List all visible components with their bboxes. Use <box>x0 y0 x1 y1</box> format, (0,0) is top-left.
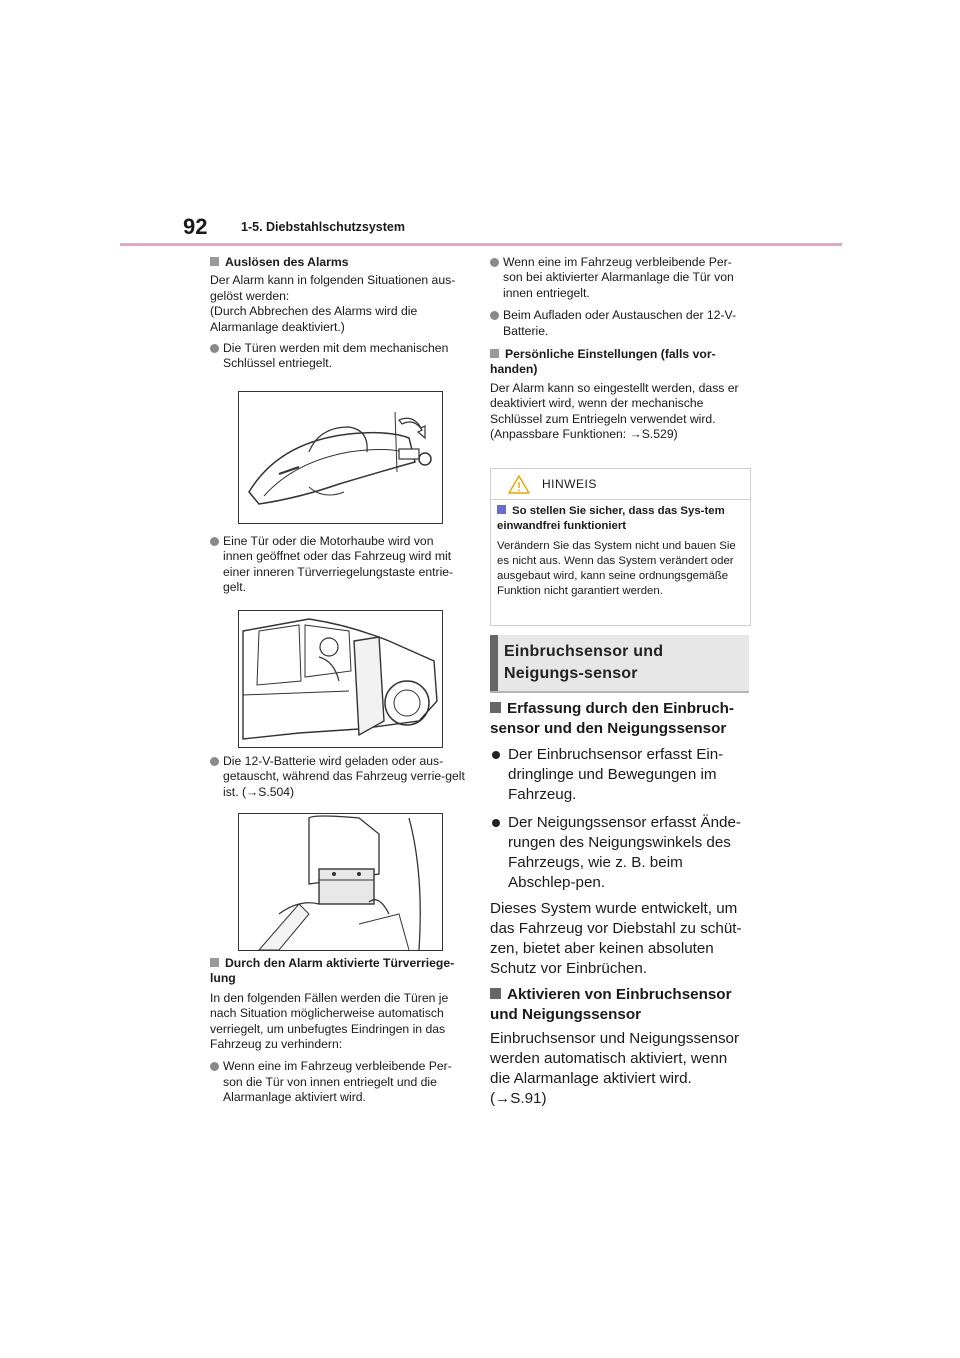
paragraph-system-purpose: Dieses System wurde entwickelt, um das Fahrzeug vor Diebstahl zu schüt-zen, bietet aber keinen absoluten Schutz vor Einbrüchen. <box>490 900 742 977</box>
paragraph-door-lock: In den folgenden Fällen werden die Türen je nach Situation möglicherweise automatisch verriegelt, um unbefugtes Eindringen in das Fahrzeug zu verhindern: <box>210 990 449 1052</box>
bullet-dot-icon <box>210 537 219 546</box>
figure-car-open-door <box>238 610 443 748</box>
right-column-sensor-section <box>490 699 750 1109</box>
note-heading: So stellen Sie sicher, dass das Sys-tem einwandfrei funktioniert <box>497 505 725 532</box>
door-handle-key-illustration <box>239 392 442 523</box>
car-open-door-illustration <box>239 611 442 747</box>
section-banner <box>490 635 749 693</box>
figure-battery <box>238 813 443 951</box>
heading-door-lock: Durch den Alarm aktivierte Türverriege-lung <box>210 956 455 986</box>
heading-detection: Erfassung durch den Einbruch-sensor und den Neigungssensor <box>490 700 734 737</box>
list-item-battery-replace: Beim Aufladen oder Austauschen der 12-V-Batterie. <box>490 308 746 339</box>
bullet-dot-icon <box>492 819 500 827</box>
bullet-dot-icon <box>210 344 219 353</box>
paragraph-alarm-intro: Der Alarm kann in folgenden Situationen aus-gelöst werden: <box>210 273 456 303</box>
left-column-bottom <box>210 754 466 800</box>
bullet-dot-icon <box>210 1062 219 1071</box>
note-header <box>491 469 750 500</box>
left-column-top <box>210 255 466 372</box>
square-bullet-icon <box>497 505 506 514</box>
right-column-top <box>490 255 746 442</box>
list-item-door-opened: Eine Tür oder die Motorhaube wird von innen geöffnet oder das Fahrzeug wird mit einer inneren Türverriegelungstaste entrie-gelt. <box>210 534 466 596</box>
section-banner-bar <box>490 635 498 691</box>
square-bullet-icon <box>490 988 501 999</box>
list-item-intrusion-sensor: Der Einbruchsensor erfasst Ein-dringlinge und Bewegungen im Fahrzeug. <box>490 745 750 805</box>
bullet-dot-icon <box>490 311 499 320</box>
heading-alarm-trigger: Auslösen des Alarms <box>210 255 466 270</box>
left-column-middle <box>210 534 466 596</box>
list-item-mechanical-key: Die Türen werden mit dem mechanischen Schlüssel entriegelt. <box>210 341 466 372</box>
bullet-dot-icon <box>492 751 500 759</box>
left-column-lock-section <box>210 956 466 1106</box>
header-rule <box>120 243 842 246</box>
list-item-person-inside: Wenn eine im Fahrzeug verbleibende Per-son die Tür von innen entriegelt und die Alarmanlage aktiviert wird. <box>210 1059 466 1105</box>
list-item-person-unlocks: Wenn eine im Fahrzeug verbleibende Per-son bei aktivierter Alarmanlage die Tür von innen entriegelt. <box>490 255 746 301</box>
square-bullet-icon <box>490 349 499 358</box>
paragraph-alarm-note: (Durch Abbrechen des Alarms wird die Alarmanlage deaktiviert.) <box>210 304 418 334</box>
paragraph-personal-settings: Der Alarm kann so eingestellt werden, dass er deaktiviert wird, wenn der mechanische Schlüssel zum Entriegeln verwendet wird. (Anpassbare Funktionen: →S.529) <box>490 380 739 442</box>
note-body <box>491 500 750 599</box>
note-title: HINWEIS <box>542 477 597 491</box>
page-number: 92 <box>183 214 208 239</box>
figure-door-handle-key <box>238 391 443 524</box>
heading-activation: Aktivieren von Einbruchsensor und Neigungssensor <box>490 986 732 1023</box>
square-bullet-icon <box>490 702 501 713</box>
chapter-title: 1-5. Diebstahlschutzsystem <box>241 220 405 234</box>
warning-triangle-icon <box>508 475 530 494</box>
heading-personal-settings: Persönliche Einstellungen (falls vor-handen) <box>490 347 716 377</box>
note-text: Verändern Sie das System nicht und bauen Sie es nicht aus. Wenn das System verändert oder ausgebaut wird, kann seine ordnungsgemäße Funktion nicht garantiert werden. <box>497 540 736 597</box>
square-bullet-icon <box>210 257 219 266</box>
list-item-battery-charging: Die 12-V-Batterie wird geladen oder aus-getauscht, während das Fahrzeug verrie-gelt ist. (→S.504) <box>210 754 466 800</box>
list-item-tilt-sensor: Der Neigungssensor erfasst Ände-rungen des Neigungswinkels des Fahrzeugs, wie z. B. beim Abschlep-pen. <box>490 813 750 893</box>
section-title: Einbruchsensor und Neigungs-sensor <box>504 643 664 682</box>
paragraph-activation: Einbruchsensor und Neigungssensor werden automatisch aktiviert, wenn die Alarmanlage aktiviert wird. (→S.91) <box>490 1030 740 1107</box>
note-box <box>490 468 751 626</box>
battery-illustration <box>239 814 442 950</box>
square-bullet-icon <box>210 958 219 967</box>
bullet-dot-icon <box>490 258 499 267</box>
bullet-dot-icon <box>210 757 219 766</box>
